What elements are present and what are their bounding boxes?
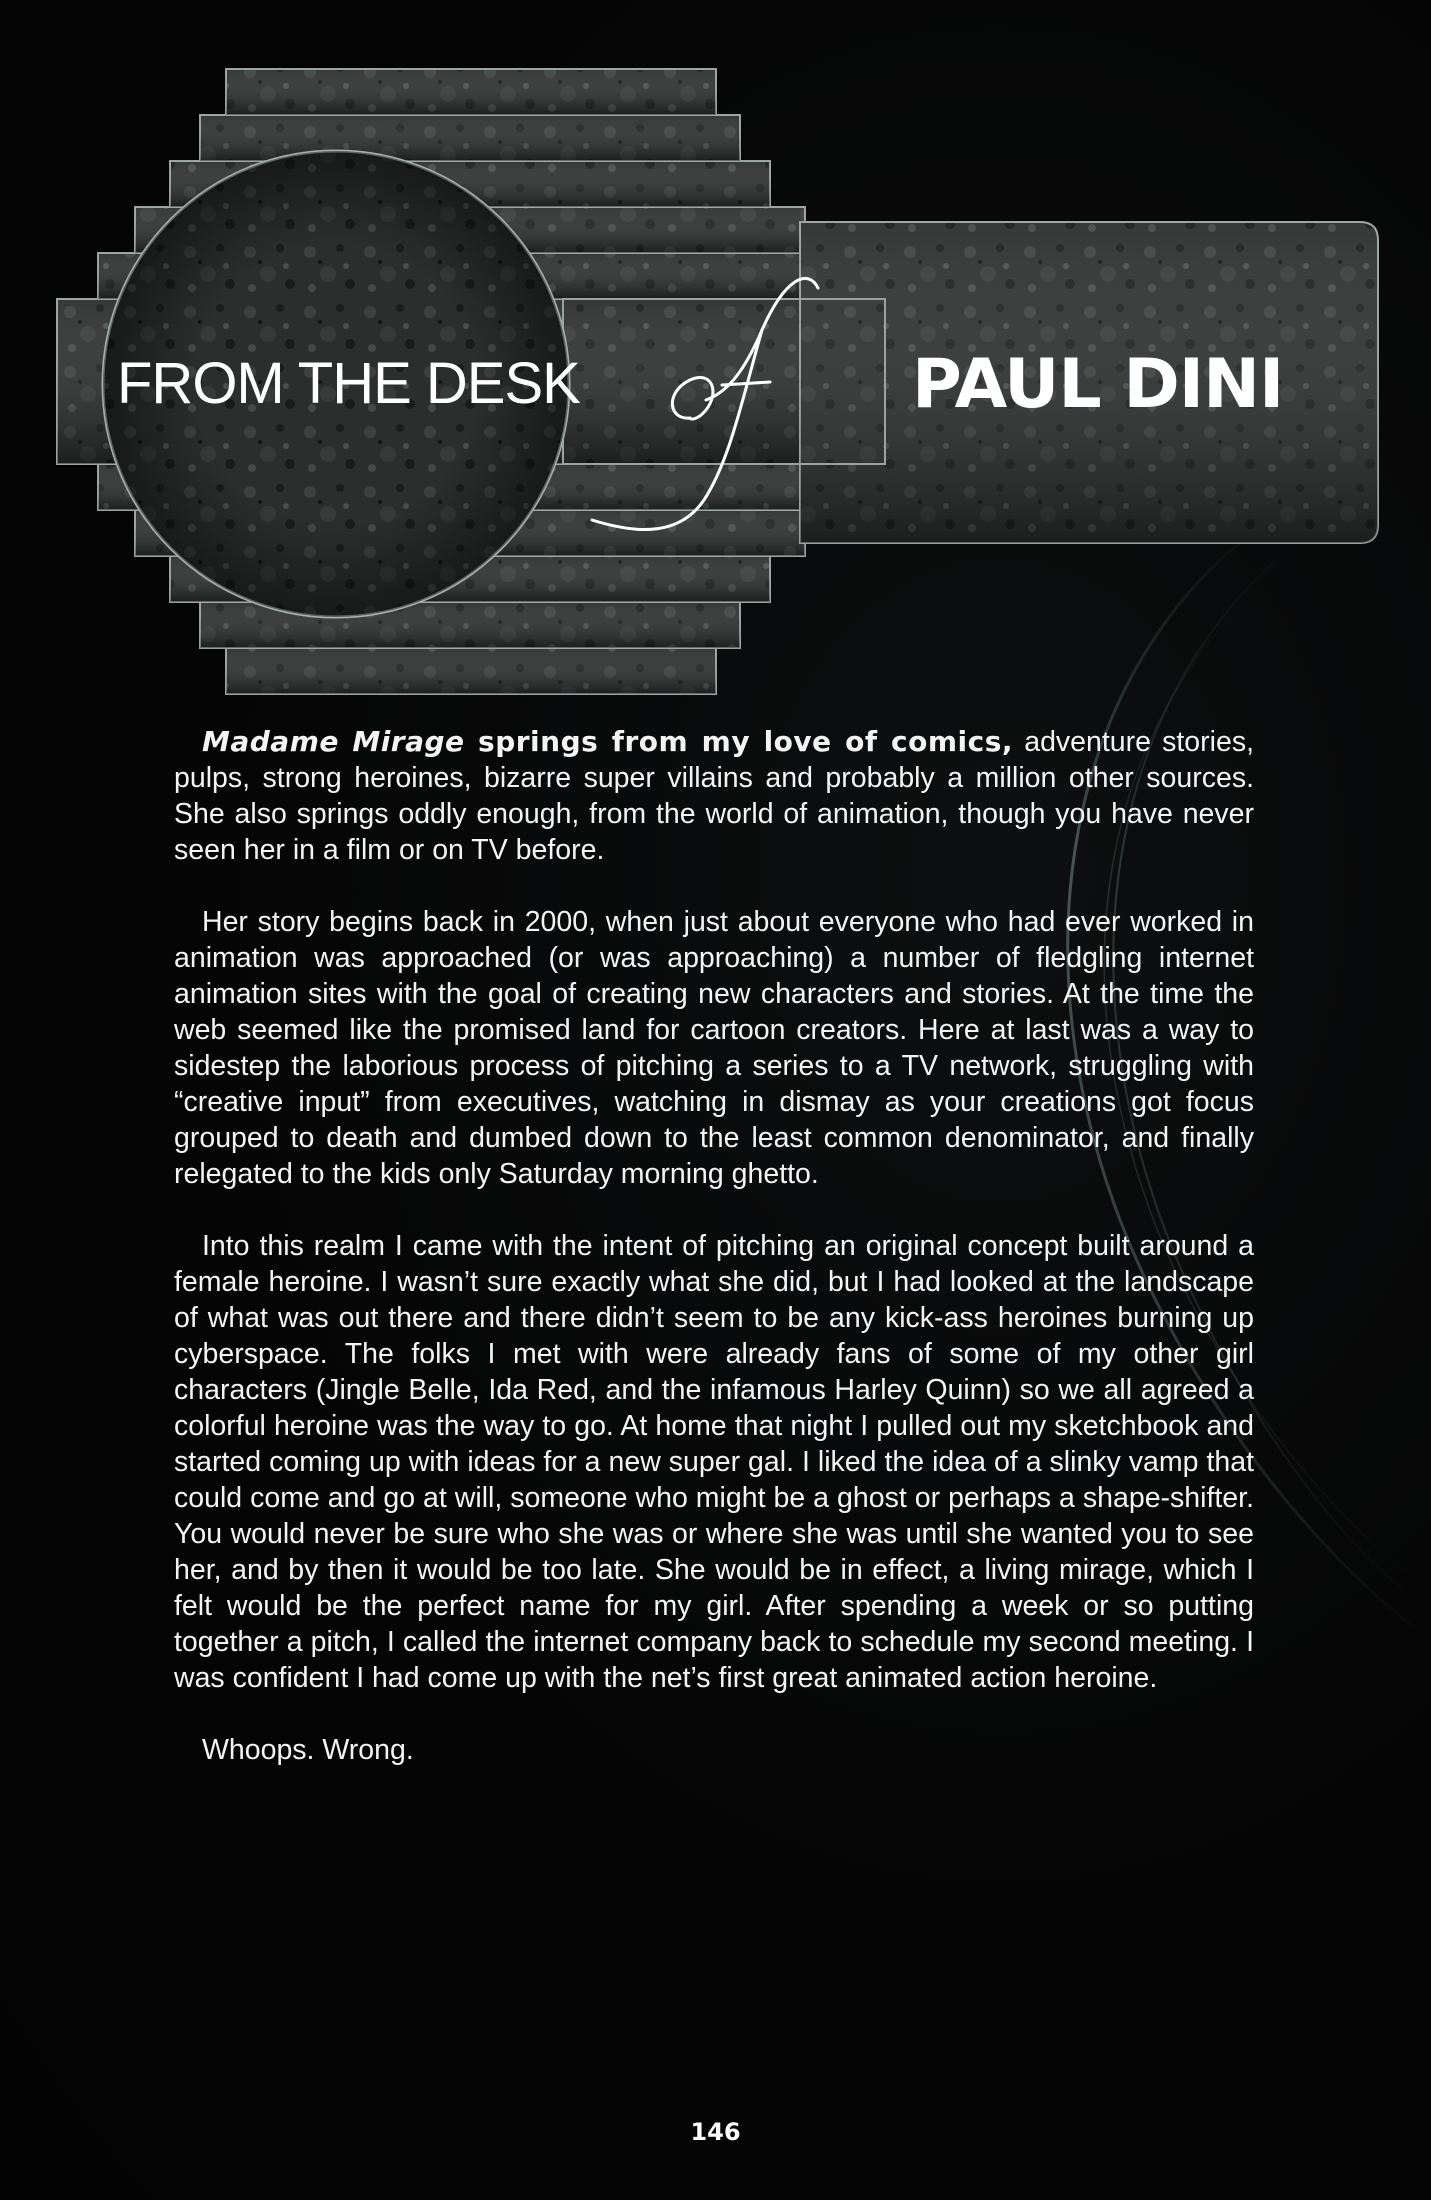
paragraph-3: Into this realm I came with the intent of pitching an original concept built around a female heroine. I wasn’t sure exactly what she did, but I had looked at the landscape of what was out there and there didn’t seem to be any kick-ass heroines burning up cyberspace. The folks I met with were already fans of some of my other girl characters (Jingle Belle, Ida Red, and the infamous Harley Quinn) so we all agreed a colorful heroine was the way to go. At home that night I pulled out my sketchbook and started coming up with ideas for a new super gal. I liked the idea of a slinky vamp that could come and go at will, someone who might be a ghost or perhaps a shape-shifter. You would never be sure who she was or where she was until she wanted you to see her, and by then it would be too late. She would be in effect, a living mirage, which I felt would be the perfect name for my girl. After spending a week or so putting together a pitch, I called the internet company back to schedule my second meeting. I was confident I had come up with the net’s first great animated action heroine. [174,1230,1254,1694]
lead-in-title: Madame Mirage [202,725,465,758]
header-prefix: FROM THE DESK [117,351,580,416]
article-body [174,724,1254,1804]
paragraph-1 [174,724,1254,868]
page-number: 146 [690,2118,741,2146]
paragraph-4: Whoops. Wrong. [202,1734,414,1766]
paragraph-2: Her story begins back in 2000, when just about everyone who had ever worked in animation was approached (or was approaching) a number of fledgling internet animation sites with the goal of creating new characters and stories. At the time the web seemed like the promised land for cartoon creators. Here at last was a way to sidestep the laborious process of pitching a series to a TV network, struggling with “creative input” from executives, watching in dismay as your creations got focus grouped to death and dumbed down to the least common denominator, and finally relegated to the kids only Saturday morning ghetto. [174,906,1254,1190]
lead-in-rest: springs from my love of comics, [464,725,1014,758]
paragraph-1-body: adventure stories, pulps, strong heroines, bizarre super villains and probably a million other sources. She also springs oddly enough, from the world of animation, though you have never seen her in a film or on TV before. [174,726,1254,866]
lead-in [202,725,1013,758]
header-author-name: PAUL DINI [912,345,1284,424]
